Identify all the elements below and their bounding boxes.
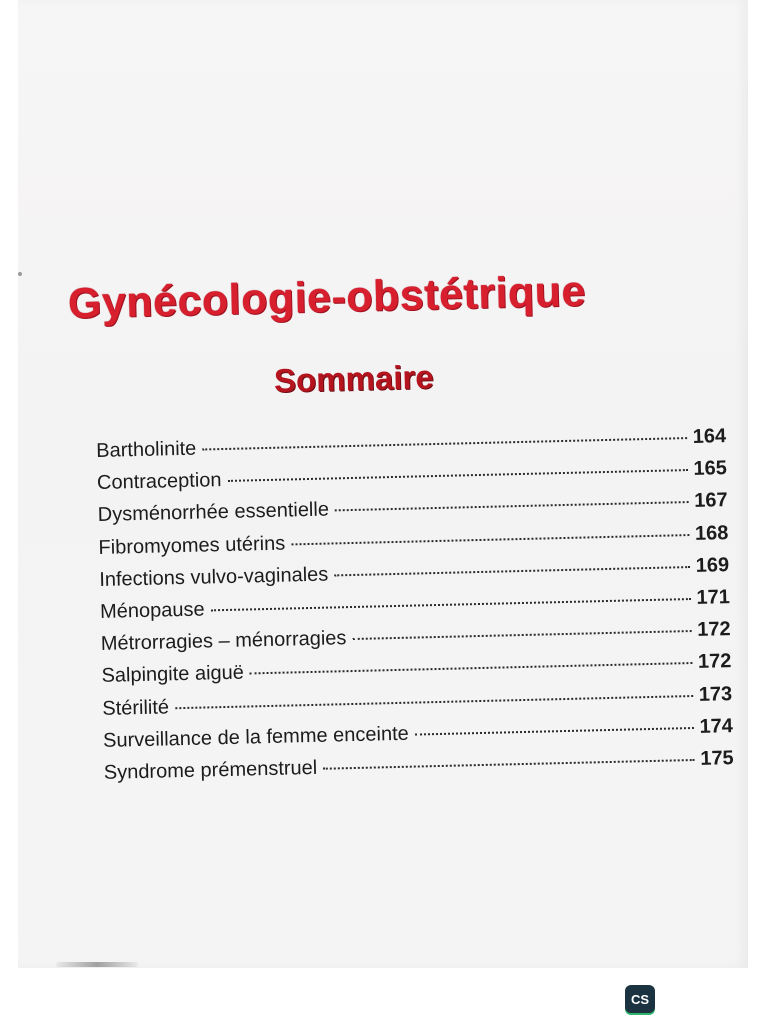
toc-entry-label: Syndrome prémenstruel [103, 756, 318, 784]
toc-leader-dots [352, 630, 691, 640]
toc-entry-page: 168 [694, 521, 729, 545]
toc-leader-dots [250, 662, 692, 674]
camscanner-icon [625, 985, 655, 1013]
toc-entry-label: Fibromyomes utérins [98, 532, 286, 559]
toc-entry-page: 167 [693, 489, 728, 513]
toc-entry-label: Salpingite aiguë [101, 661, 245, 688]
toc-leader-dots [291, 534, 689, 545]
toc-leader-dots [175, 695, 693, 709]
page-title: Gynécologie-obstétrique [67, 267, 587, 328]
toc-entry-label: Dysménorrhée essentielle [97, 498, 330, 527]
toc-leader-dots [335, 501, 688, 511]
toc-entry-label: Infections vulvo-vaginales [99, 563, 329, 591]
toc-entry-page: 173 [698, 682, 733, 706]
badge-text: CS [630, 991, 650, 1007]
toc-entry-page: 164 [692, 425, 727, 448]
toc-leader-dots [211, 598, 691, 611]
toc-entry-label: Contraception [96, 469, 222, 495]
page-subtitle: Sommaire [273, 358, 434, 399]
toc-leader-dots [202, 437, 686, 450]
toc-entry-page: 172 [697, 618, 731, 642]
toc-entry-label: Bartholinite [96, 437, 197, 462]
toc-entry-page: 171 [696, 586, 731, 609]
toc-entry-page: 165 [693, 457, 728, 481]
toc-entry-page: 169 [695, 553, 730, 577]
scan-speck [18, 272, 22, 276]
toc-entry-label: Stérilité [102, 695, 170, 720]
toc-entry-label: Métrorragies – ménorragies [100, 627, 347, 656]
toc-entry-label: Ménopause [99, 598, 205, 623]
toc-leader-dots [334, 566, 690, 576]
toc-entry-page: 172 [697, 650, 732, 674]
toc-entry-page: 174 [699, 714, 734, 738]
toc-entry-label: Surveillance de la femme enceinte [102, 722, 409, 752]
toc-leader-dots [323, 759, 694, 770]
table-of-contents [96, 425, 734, 794]
page-bottom-shadow [56, 962, 138, 967]
toc-leader-dots [415, 727, 694, 736]
toc-leader-dots [228, 469, 688, 482]
toc-entry-page: 175 [700, 746, 734, 770]
